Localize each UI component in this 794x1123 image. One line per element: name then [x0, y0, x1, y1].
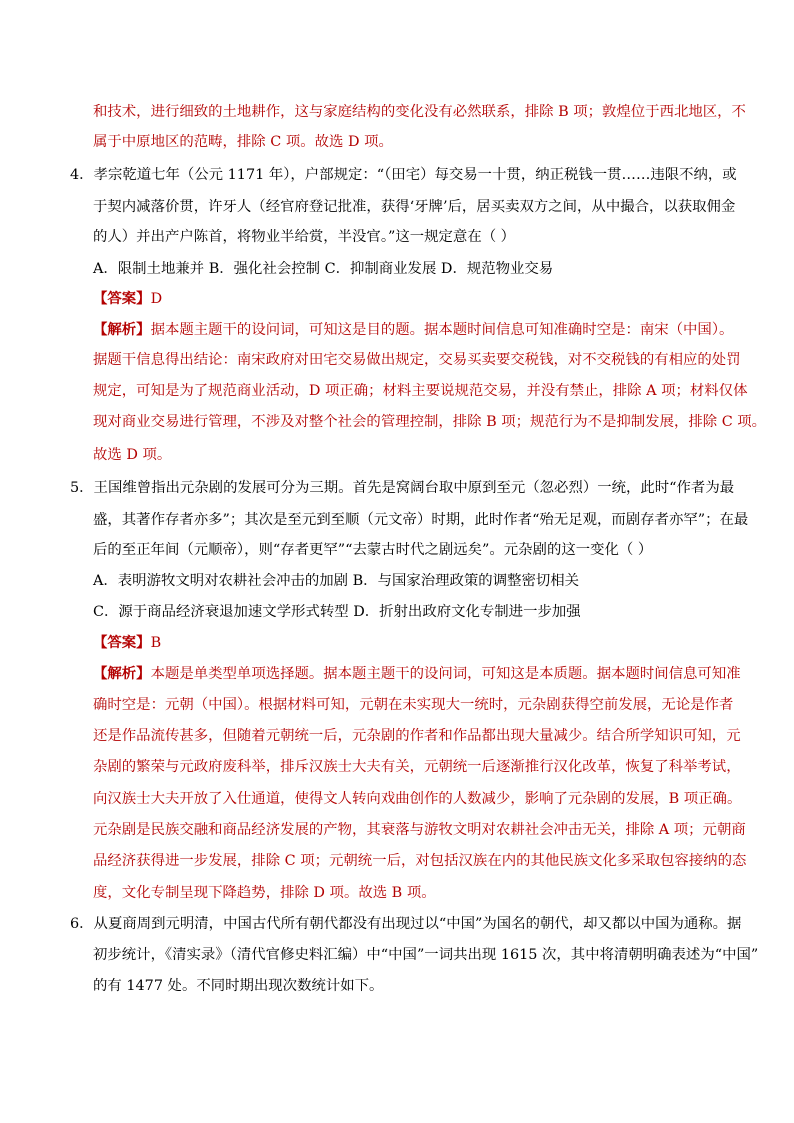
prev-analysis-line: 和技术，进行细致的土地耕作，这与家庭结构的变化没有必然联系，排除 B 项；敦煌位于西北地区，不	[93, 104, 746, 120]
question-5-analysis	[93, 664, 741, 684]
analysis-line: 向汉族士大夫开放了入仕通道，使得文人转向戏曲创作的人数减少，影响了元杂剧的发展，B 项正确。	[93, 791, 742, 807]
question-stem-text: 王国维曾指出元杂剧的发展可分为三期。首先是窝阔台取中原到至元（忽必烈）一统，此时“作者为最	[93, 480, 735, 496]
question-5-answer	[93, 633, 161, 653]
analysis-line: 品经济获得进一步发展，排除 C 项；元朝统一后，对包括汉族在内的其他民族文化多采取包容接纳的态	[93, 853, 747, 869]
answer-tag: 【答案】	[93, 634, 151, 651]
question-4-options: A．限制土地兼并 B．强化社会控制 C．抑制商业发展 D．规范物业交易	[93, 261, 554, 277]
question-stem-text: 孝宗乾道七年（公元 1171 年），户部规定：“（田宅）每交易一十贯，纳正税钱一贯……违限不纳，或	[93, 167, 737, 183]
prev-analysis-line: 属于中原地区的范畴，排除 C 项。故选 D 项。	[93, 134, 393, 150]
analysis-line: 杂剧的繁荣与元政府废科举，排斥汉族士大夫有关，元朝统一后逐渐推行汉化改革，恢复了科举考试，	[93, 759, 741, 775]
question-stem-line: 初步统计，《清实录》（清代官修史料汇编）中“中国”一词共出现 1615 次，其中将清朝明确表述为“中国”	[93, 947, 759, 963]
question-number: 6．	[70, 916, 94, 932]
question-stem-line: 于契内减落价贯，许牙人（经官府登记批准，获得‘牙牌’后，居买卖双方之间，从中撮合，以获取佣金	[93, 199, 736, 215]
question-stem-line: 盛，其著作存者亦多”；其次是至元到至顺（元文帝）时期，此时作者“殆无足观，而剧存者亦罕”；在最	[93, 512, 749, 528]
question-stem-line: 的有 1477 处。不同时期出现次数统计如下。	[93, 978, 384, 994]
question-4-analysis	[93, 320, 733, 340]
answer-tag: 【答案】	[93, 290, 151, 307]
answer-value: D	[150, 291, 163, 307]
question-5-option-row: A．表明游牧文明对农耕社会冲击的加剧 B．与国家治理政策的调整密切相关	[93, 573, 580, 589]
question-stem-line: 后的至正年间（元顺帝），则“存者更罕”“去蒙古时代之剧远矣”。元杂剧的这一变化（ ）	[93, 542, 653, 558]
analysis-line: 确时空是：元朝（中国）。根据材料可知，元朝在未实现大一统时，元杂剧获得空前发展，无论是作者	[93, 697, 734, 713]
analysis-tag: 【解析】	[93, 321, 151, 338]
analysis-line: 规定，可知是为了规范商业活动，D 项正确；材料主要说规范交易，并没有禁止，排除 A 项；材料仅体	[93, 383, 748, 399]
analysis-tag: 【解析】	[93, 665, 151, 682]
analysis-line: 故选 D 项。	[93, 447, 172, 463]
question-5-option-row: C．源于商品经济衰退加速文学形式转型 D．折射出政府文化专制进一步加强	[93, 604, 581, 620]
question-stem-line: 的人）并出产户陈首，将物业半给赏，半没官。”这一规定意在（ ）	[93, 229, 516, 245]
question-number: 5．	[70, 480, 94, 496]
analysis-text: 本题是单类型单项选择题。据本题主题干的设问词，可知这是本质题。据本题时间信息可知准	[150, 666, 741, 682]
question-6-stem	[70, 914, 741, 934]
analysis-line: 现对商业交易进行管理，不涉及对整个社会的管理控制，排除 B 项；规范行为不是抑制发展，排除 C 项。	[93, 414, 767, 430]
analysis-text: 据本题主题干的设问词，可知这是目的题。据本题时间信息可知准确时空是：南宋（中国）。	[150, 322, 734, 338]
analysis-line: 据题干信息得出结论：南宋政府对田宅交易做出规定，交易买卖要交税钱，对不交税钱的有相应的处罚	[93, 352, 741, 368]
analysis-line: 还是作品流传甚多，但随着元朝统一后，元杂剧的作者和作品都出现大量减少。结合所学知识可知，元	[93, 728, 741, 744]
question-4-stem	[70, 165, 737, 185]
question-stem-text: 从夏商周到元明清，中国古代所有朝代都没有出现过以“中国”为国名的朝代，却又都以中国为通称。据	[93, 916, 742, 932]
question-number: 4．	[70, 167, 94, 183]
answer-value: B	[150, 635, 162, 651]
analysis-line: 元杂剧是民族交融和商品经济发展的产物，其衰落与游牧文明对农耕社会冲击无关，排除 A 项；元朝商	[93, 822, 746, 838]
question-4-answer	[93, 289, 162, 309]
question-5-stem	[70, 478, 734, 498]
analysis-line: 度，文化专制呈现下降趋势，排除 D 项。故选 B 项。	[93, 885, 436, 901]
